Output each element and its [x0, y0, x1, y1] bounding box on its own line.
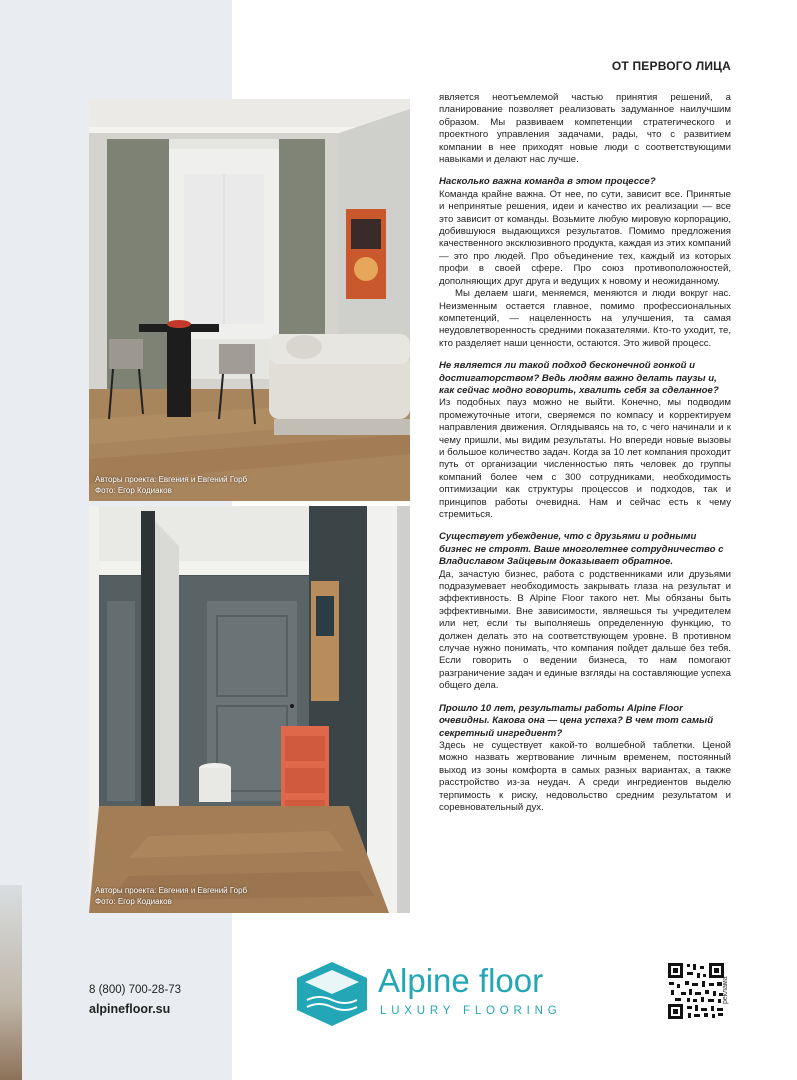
photo-caption-authors: Авторы проекта: Евгения и Евгений Горб [95, 886, 248, 895]
paragraph: является неотъемлемой частью принятия решений, а планирование позволяет реализовать задуманное наилучшим образом. Мы развиваем компетенции стратегического и проектного управления задачами, рады, что с развитием компании в нее приходят новые люди с соответствующими навыками и делают нас лучше. [439, 92, 731, 166]
contact-phone[interactable]: 8 (800) 700-28-73 [89, 984, 182, 996]
section-header: ОТ ПЕРВОГО ЛИЦА [611, 59, 731, 73]
background-photo-edge [0, 885, 22, 1080]
advertisement-label: реклама [722, 976, 729, 1004]
website-link[interactable]: alpinefloor.su [89, 1002, 171, 1016]
interview-question: Насколько важна команда в этом процессе? [439, 176, 656, 188]
paragraph: Здесь не существует какой-то волшебной таблетки. Ценой можно назвать жертвование личным временем, постоянный выход из зоны комфорта в самых разных вариантах, а также расстройство из-за неудач. А среди ингредиентов выделю терпимость к риску, недовольство средним результатом и соревновательный дух. [439, 739, 731, 813]
photo-caption-authors: Авторы проекта: Евгения и Евгений Горб [95, 475, 248, 484]
photo-caption-photographer: Фото: Егор Кодиаков [95, 486, 172, 495]
paragraph: Команда крайне важна. От нее, по сути, зависит все. Принятые и непринятые решения, идеи и качество их реализации — все это зависит от команды. Возьмите любую мировую корпорацию, добившуюся выдающихся результатов. Помимо предложения качественного эксклюзивного продукта, каждая из этих компаний — это про людей. Про объединение тех, каждый из которых профи в своей сфере. Про союз противоположностей, дополняющих друг друга и ведущих к новому и неожиданному. [439, 188, 731, 287]
interview-question: Прошло 10 лет, результаты работы Alpine Floor очевидны. Какова она — цена успеха? В чем тот самый секретный ингредиент? [439, 702, 714, 739]
interview-question: Существует убеждение, что с друзьями и родными бизнес не строят. Ваше многолетнее сотрудничество с Владиславом Зайцевым доказывает обратное. [439, 531, 724, 568]
brand-tagline: LUXURY FLOORING [380, 1005, 562, 1017]
article-body [439, 92, 731, 814]
brand-name: Alpine floor [378, 962, 544, 999]
qr-code-icon[interactable] [667, 962, 725, 1025]
paragraph: Мы делаем шаги, меняемся, меняются и люди вокруг нас. Неизменным остается главное, помимо профессиональных компетенций, — нацеленность на улучшения, та самая неудовлетворенность средними показателями. Кто-то уходит, те, кто разделяет наши ценности, остаются. Это живой процесс. [439, 288, 731, 349]
paragraph: Из подобных пауз можно не выйти. Конечно, мы подводим промежуточные итоги, сверяемся по компасу и корректируем направления движения. Оглядываясь на то, с чего начинали и к чему пришли, мы видим результаты. Но впереди новые вызовы и большое количество задач. Когда за 10 лет компания проходит путь от организации численностью пять человек до группы компаний более чем с 300 сотрудниками, необходимость оптимизации как структуры процессов и подходов, так и принципов работы очевидна. Нам и сейчас есть к чему стремиться. [439, 397, 731, 520]
photo-caption-photographer: Фото: Егор Кодиаков [95, 897, 172, 906]
logo-hexagon-icon [295, 960, 369, 1033]
paragraph: Да, зачастую бизнес, работа с родственниками или друзьями подразумевает необходимость закрывать глаза на результат и эффективность. В Alpine Floor такого нет. Мы обязаны быть эффективными. Вне зависимости, являешься ты учредителем или нет, если ты выполняешь определенную функцию, то должен делать это на соответствующем уровне. В противном случае нужно понимать, что компания пойдет дальше без тебя. Если говорить о ведении бизнеса, то нам помогают разграничение задач и единые взгляды на составляющие успеха общего дела. [439, 568, 731, 692]
interview-question: Не является ли такой подход бесконечной гонкой и достигаторством? Ведь людям важно делать паузы и, как сейчас модно говорить, хвалить себя за сделанное? [439, 360, 719, 396]
living-room-photo [89, 99, 410, 501]
hallway-photo [89, 506, 410, 913]
